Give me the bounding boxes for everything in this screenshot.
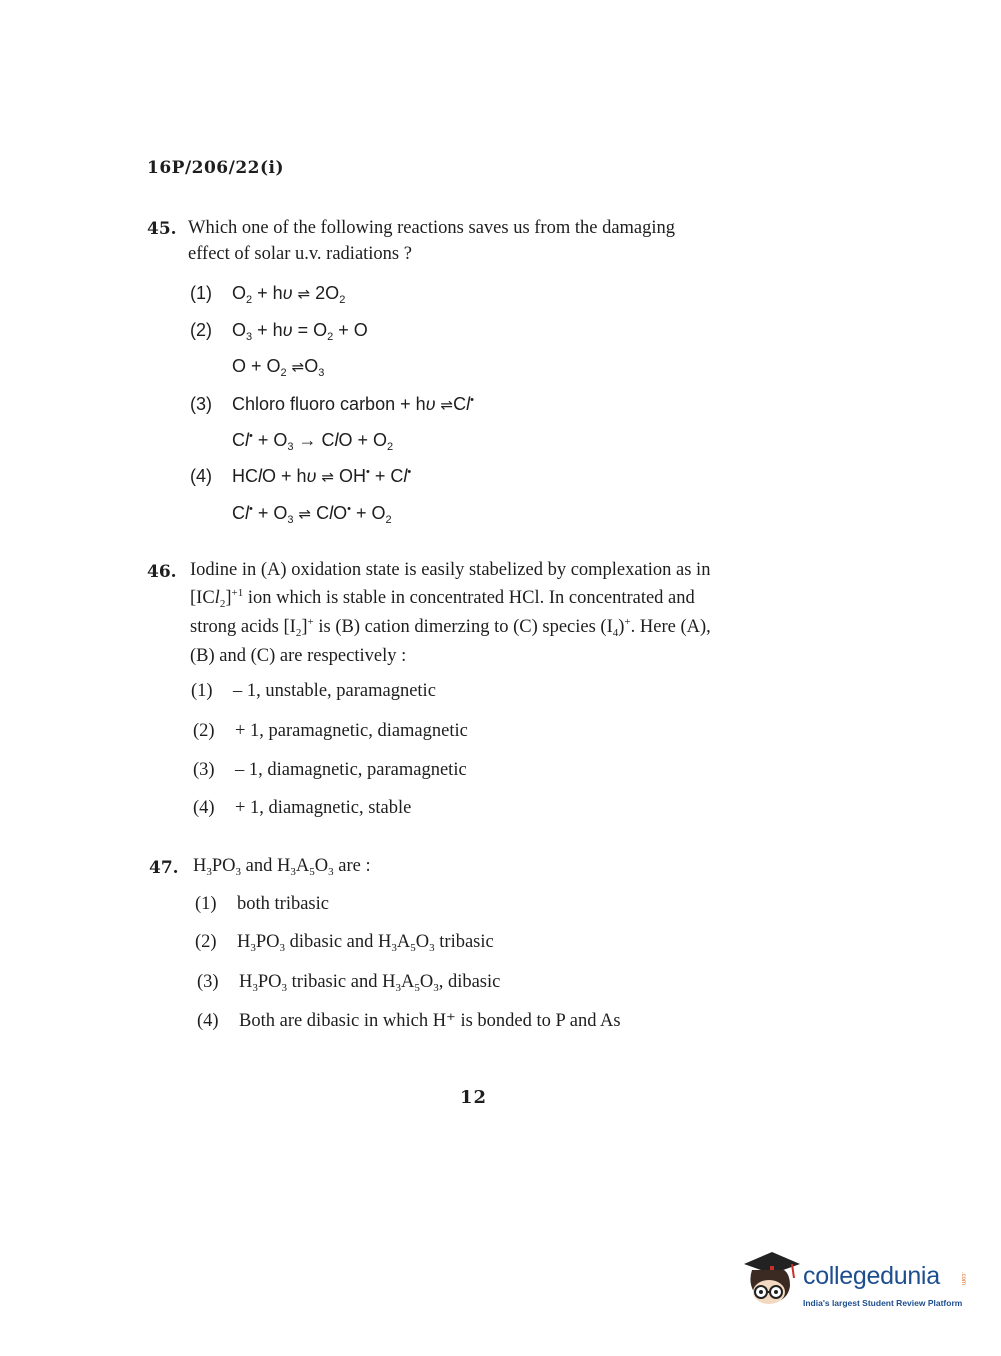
q46-stem-line3: strong acids $[I_2]^+$ is (B) cation dimerzing to (C) species $(I_4)^+$. Here (A), <box>190 616 711 639</box>
option-number: (3) <box>197 972 219 992</box>
page-number: 12 <box>460 1087 488 1108</box>
q46-option-1 <box>191 681 436 702</box>
q45-stem-line2: effect of solar u.v. radiations ? <box>188 244 412 264</box>
option-text: both tribasic <box>237 894 329 914</box>
option-text-mid: dibasic and <box>289 932 374 952</box>
option-number: (4) <box>197 1011 219 1031</box>
q47-number: 47. <box>149 858 179 878</box>
q46-stem-line4: (B) and (C) are respectively : <box>190 646 407 666</box>
q46-option-2 <box>193 721 468 742</box>
logo-wordmark: collegedunia <box>803 1262 940 1290</box>
q45-option-3-step2: $Cl^• + O_3$ → ClO + $O_2$ <box>232 430 394 453</box>
option-number: (3) <box>190 394 212 414</box>
option-text-end: tribasic <box>439 932 494 952</box>
q45-option-1: (1) $O_2 + h\upsilon$ ⇌ $2O_2$ <box>190 283 346 306</box>
option-text: Both are dibasic in which H⁺ is bonded to P and As <box>239 1011 621 1031</box>
q47-option-3: (3) $H_3PO_3$ tribasic and $H_3A_5O_3$, dibasic <box>197 972 501 994</box>
q45-option-4: (4) HClO + hυ ⇌ OH• + Cl• <box>190 466 412 486</box>
option-number: (3) <box>193 760 215 780</box>
q45-number: 45. <box>147 219 177 239</box>
q46-stem-line2: $[ICl_2]^{+1}$ ion which is stable in concentrated HCl. In concentrated and <box>190 587 695 610</box>
logo-tagline: India's largest Student Review Platform <box>803 1298 963 1308</box>
option-number: (1) <box>195 894 217 914</box>
option-text: + 1, paramagnetic, diamagnetic <box>235 721 468 741</box>
q45-option-4-step2: $Cl^• + O_3$ ⇌ $ClO^• + O_2$ <box>232 503 392 526</box>
option-number: (2) <box>193 721 215 741</box>
q45-option-3-label: Chloro fluoro carbon <box>232 394 396 414</box>
q46-stem-line3-c: . Here (A), <box>630 617 711 637</box>
q47-option-2: (2) $H_3PO_3$ dibasic and $H_3A_5O_3$ tribasic <box>195 932 494 954</box>
q46-stem-line3-b: is (B) cation dimerzing to (C) species <box>318 617 596 637</box>
q46-option-3 <box>193 760 467 781</box>
q45-option-2: (2) $O_3 + h\upsilon = O_2 + O$ <box>190 320 368 343</box>
option-text: – 1, diamagnetic, paramagnetic <box>235 760 467 780</box>
q46-number: 46. <box>147 562 177 582</box>
option-number: (4) <box>193 798 215 818</box>
paper-code: 16P/206/22(i) <box>147 158 285 178</box>
q46-option-4 <box>193 798 411 819</box>
q46-stem-line2-text: ion which is stable in concentrated HCl. In concentrated and <box>247 588 695 608</box>
q47-stem: $H_3PO_3$ and $H_3A_5O_3$ are : <box>193 856 371 878</box>
q45-option-2-step2: $O + O_2$ $\rightleftharpoons O_3$ <box>232 356 325 379</box>
option-number: (2) <box>195 932 217 952</box>
option-number: (4) <box>190 466 212 486</box>
option-text: – 1, unstable, paramagnetic <box>233 681 436 701</box>
q45-stem-line1: Which one of the following reactions saves us from the damaging <box>188 218 676 238</box>
q46-stem-line1: Iodine in (A) oxidation state is easily stabelized by complexation as in <box>190 560 711 580</box>
logo-com: .com <box>960 1272 966 1286</box>
q47-stem-end: are : <box>338 856 371 876</box>
option-number: (1) <box>191 681 213 701</box>
option-text-mid: tribasic and <box>291 972 378 992</box>
q47-option-4 <box>197 1010 621 1032</box>
option-text-end: dibasic <box>447 972 501 992</box>
q46-stem-line3-a: strong acids <box>190 617 279 637</box>
option-number: (2) <box>190 320 212 340</box>
q47-option-1 <box>195 894 329 915</box>
option-text: + 1, diamagnetic, stable <box>235 798 412 818</box>
collegedunia-mascot-icon <box>742 1248 802 1310</box>
option-number: (1) <box>190 283 212 303</box>
q45-option-3: (3) Chloro fluoro carbon + hυ ⇌Cl• <box>190 394 474 414</box>
